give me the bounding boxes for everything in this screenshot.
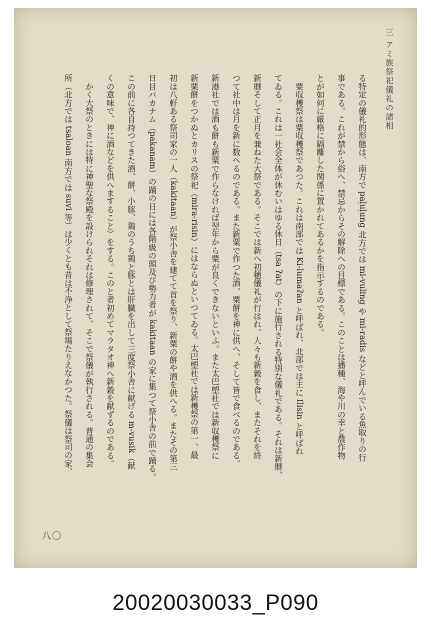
image-caption: 20020030033_P090 — [112, 590, 319, 615]
text-line: 粟収穫祭は粟収穫祭であつた。これは南部では Ki-lumaʔan と呼ばれ、北部では主に Ilisin と呼ばれ — [295, 74, 305, 455]
text-line: 日目パカナム（pakanam）の踊の日には各階級の頭及び勢力者が kakitaan の家に集つて祭小舎の前で踊る。 — [148, 74, 158, 481]
text-line: かく大祭のときには特に神聖な祭殿を設けられそれは修理されて、そこで祭儀が執行される。普通の集会 — [85, 74, 95, 468]
text-line: この前に各自持つてきた酒、餅、小豚、鶏のうち鶏と豚とは肝臓を出して三度祭小舎に献げる m-vusik（献 — [127, 74, 137, 470]
text-line: 事である。これが禁から俗へ、禁忌からその解除への目標である。このことは播種、海や川の幸と農作物 — [337, 74, 347, 460]
text-line: つて社中は月を新に数へるのである。また新粟で作つた酒、粟餅を神に供へ、そして皆で食べるのである。 — [232, 74, 242, 468]
text-line: 新港社では酒も餅も新粟で作らなければ翌年から粟が良くできないといふ。また太巴塱社では新収穫祭に — [211, 74, 221, 460]
text-line: てゐる。これは一社会全体が休むいはゆる休日（tsa ʔat）の下に施行される特別な儀礼である。それは新暦、 — [274, 74, 284, 479]
text-line: とが如何に厳格に隔離した関係に置かれてあるかを指示するのである。 — [316, 74, 326, 337]
running-header: 三 アミ族祭祀儀礼の諸相 — [385, 28, 394, 131]
text-line: 新暦そして正月を兼ねた大祭である。そこでは新へ初穂儀礼が行はれ、人々も新穀を食し、またそれを終 — [253, 74, 263, 460]
text-line: る特定の儀礼的形態は、南方で paḷuḷung 北方では mi-vuling や mi-radis などと呼んでいる魚取りの行 — [358, 74, 368, 462]
book-page — [14, 8, 417, 568]
text-line: くの意味で、神に酒などを供へますること）をする。このと者初めてマラタオ神へ新穀を献ずるのである。 — [106, 74, 116, 468]
text-line: 新栗餅をつかぬとカリスの祭祀（mira-risin）にはならぬといつてゐる。太巴塱社では新穫祭の第一、最 — [190, 74, 200, 459]
body-text — [58, 74, 373, 514]
text-line: 初は八軒ある祭司家の一人（kakitaan）が祭小舎を建てて首を祭り、新粟の餅や酒を供へる。またその第三 — [169, 74, 179, 471]
page-number: 八〇 — [42, 532, 63, 542]
text-line: 所（北方では tsaloan 南方では suvi 等）は少くとも昔は不浄として祭場たりえなかつた。祭儀は祭司の家、 — [64, 74, 74, 476]
